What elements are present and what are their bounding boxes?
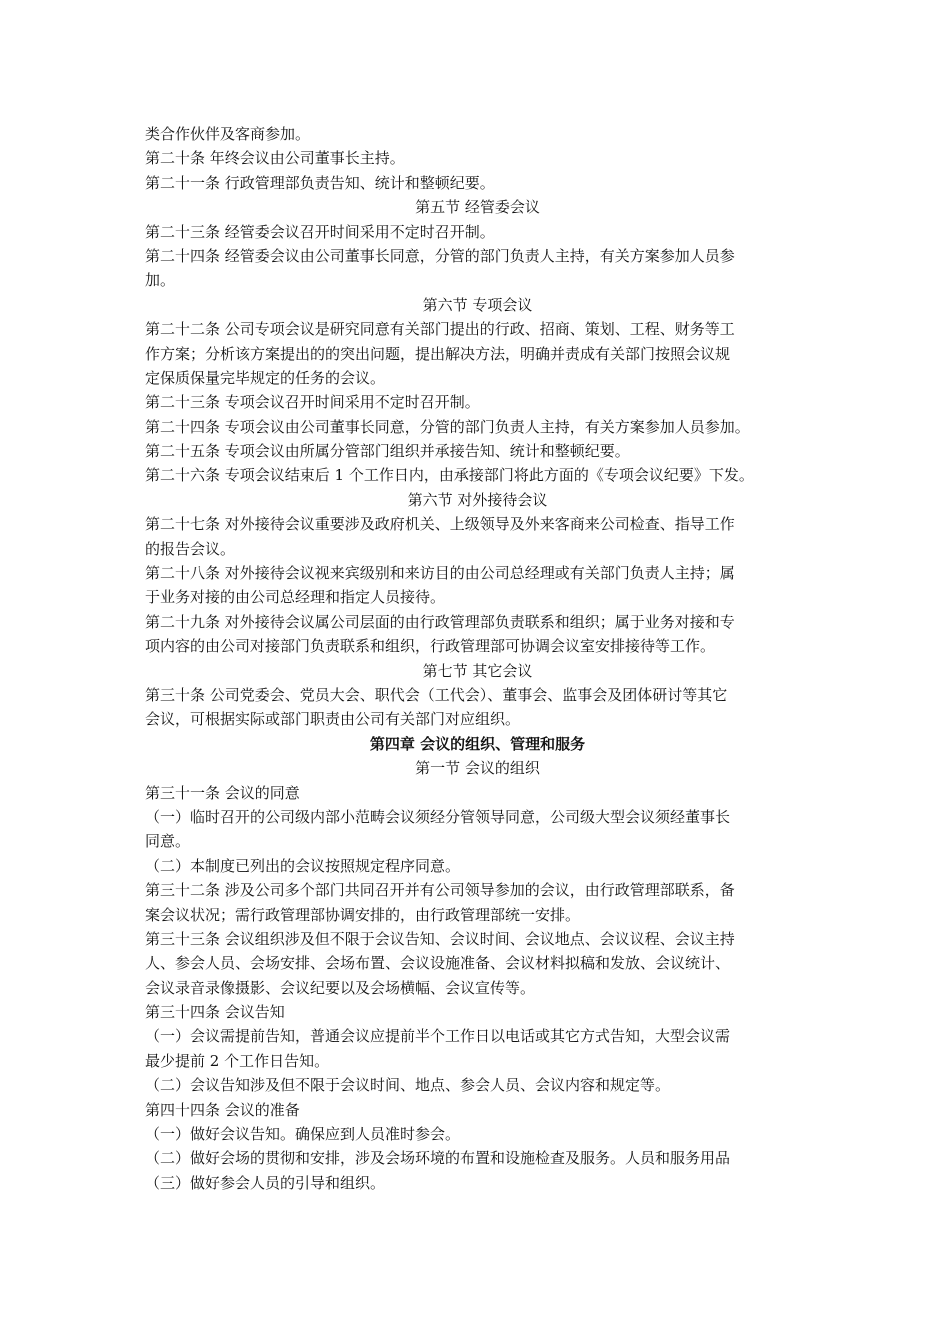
text-line: 第三十四条 会议告知	[145, 1003, 285, 1022]
text-line: 第二十四条 经管委会议由公司董事长同意，分管的部门负责人主持，有关方案参加人员参	[145, 246, 735, 265]
section-heading: 第七节 其它会议	[422, 661, 533, 680]
text-line: 会议录音录像摄影、会议纪要以及会场横幅、会议宣传等。	[145, 978, 536, 997]
text-line: 第二十条 年终会议由公司董事长主持。	[145, 149, 405, 168]
section-heading: 第六节 专项会议	[422, 295, 533, 314]
text-line: 最少提前 2 个工作日告知。	[145, 1051, 330, 1070]
text-line: （二）做好会场的贯彻和安排，涉及会场环境的布置和设施检查及服务。人员和服务用品	[145, 1149, 731, 1168]
text-line: 第三十三条 会议组织涉及但不限于会议告知、会议时间、会议地点、会议议程、会议主持	[145, 929, 735, 948]
text-line: （一）临时召开的公司级内部小范畴会议须经分管领导同意，公司级大型会议须经董事长	[145, 807, 731, 826]
section-heading: 第六节 对外接待会议	[407, 490, 548, 509]
text-line: 于业务对接的由公司总经理和指定人员接待。	[145, 588, 446, 607]
text-line: 案会议状况；需行政管理部协调安排的，由行政管理部统一安排。	[145, 905, 581, 924]
text-line: 第二十九条 对外接待会议属公司层面的由行政管理部负责联系和组织；属于业务对接和专	[145, 612, 735, 631]
text-line: 第三十二条 涉及公司多个部门共同召开并有公司领导参加的会议，由行政管理部联系，备	[145, 881, 735, 900]
section-heading: 第一节 会议的组织	[415, 759, 540, 778]
text-line: 第二十三条 专项会议召开时间采用不定时召开制。	[145, 393, 480, 412]
text-line: （二）本制度已列出的会议按照规定程序同意。	[145, 856, 461, 875]
text-line: 类合作伙伴及客商参加。	[145, 125, 311, 143]
text-line: （三）做好参会人员的引导和组织。	[145, 1173, 386, 1192]
section-heading: 第五节 经管委会议	[415, 198, 540, 217]
text-line: 加。	[145, 271, 176, 290]
text-line: 作方案；分析该方案提出的的突出问题，提出解决方法，明确并责成有关部门按照会议规	[145, 344, 731, 363]
text-line: 的报告会议。	[145, 539, 236, 558]
document-body	[145, 122, 810, 1195]
text-line: 第二十三条 经管委会议召开时间采用不定时召开制。	[145, 222, 495, 241]
text-line: （一）会议需提前告知，普通会议应提前半个工作日以电话或其它方式告知，大型会议需	[145, 1027, 731, 1046]
text-line: 定保质保量完毕规定的任务的会议。	[145, 368, 386, 387]
text-line: 第二十二条 公司专项会议是研究同意有关部门提出的行政、招商、策划、工程、财务等工	[145, 320, 735, 339]
text-line: 第二十四条 专项会议由公司董事长同意，分管的部门负责人主持，有关方案参加人员参加。	[145, 417, 750, 436]
text-line: 人、参会人员、会场安排、会场布置、会议设施准备、会议材料拟稿和发放、会议统计、	[145, 954, 731, 973]
text-line: 第二十一条 行政管理部负责告知、统计和整顿纪要。	[145, 173, 495, 192]
text-line: 第三十条 公司党委会、党员大会、职代会（工代会）、董事会、监事会及团体研讨等其它	[145, 685, 728, 704]
text-line: 会议，可根据实际或部门职责由公司有关部门对应组织。	[145, 710, 521, 729]
text-line: 第二十五条 专项会议由所属分管部门组织并承接告知、统计和整顿纪要。	[145, 442, 630, 461]
text-line: 第二十八条 对外接待会议视来宾级别和来访目的由公司总经理或有关部门负责人主持；属	[145, 564, 735, 583]
text-line: 同意。	[145, 832, 191, 851]
text-line: 第二十六条 专项会议结束后 1 个工作日内，由承接部门将此方面的《专项会议纪要》下发。	[145, 466, 754, 485]
text-line: （二）会议告知涉及但不限于会议时间、地点、参会人员、会议内容和规定等。	[145, 1076, 671, 1095]
text-line: 第四十四条 会议的准备	[145, 1100, 300, 1119]
text-line: （一）做好会议告知。确保应到人员准时参会。	[145, 1125, 461, 1144]
text-line: 项内容的由公司对接部门负责联系和组织，行政管理部可协调会议室安排接待等工作。	[145, 637, 716, 656]
text-line: 第三十一条 会议的同意	[145, 783, 300, 802]
section-heading: 第四章 会议的组织、管理和服务	[369, 734, 586, 753]
text-line: 第二十七条 对外接待会议重要涉及政府机关、上级领导及外来客商来公司检查、指导工作	[145, 515, 735, 534]
